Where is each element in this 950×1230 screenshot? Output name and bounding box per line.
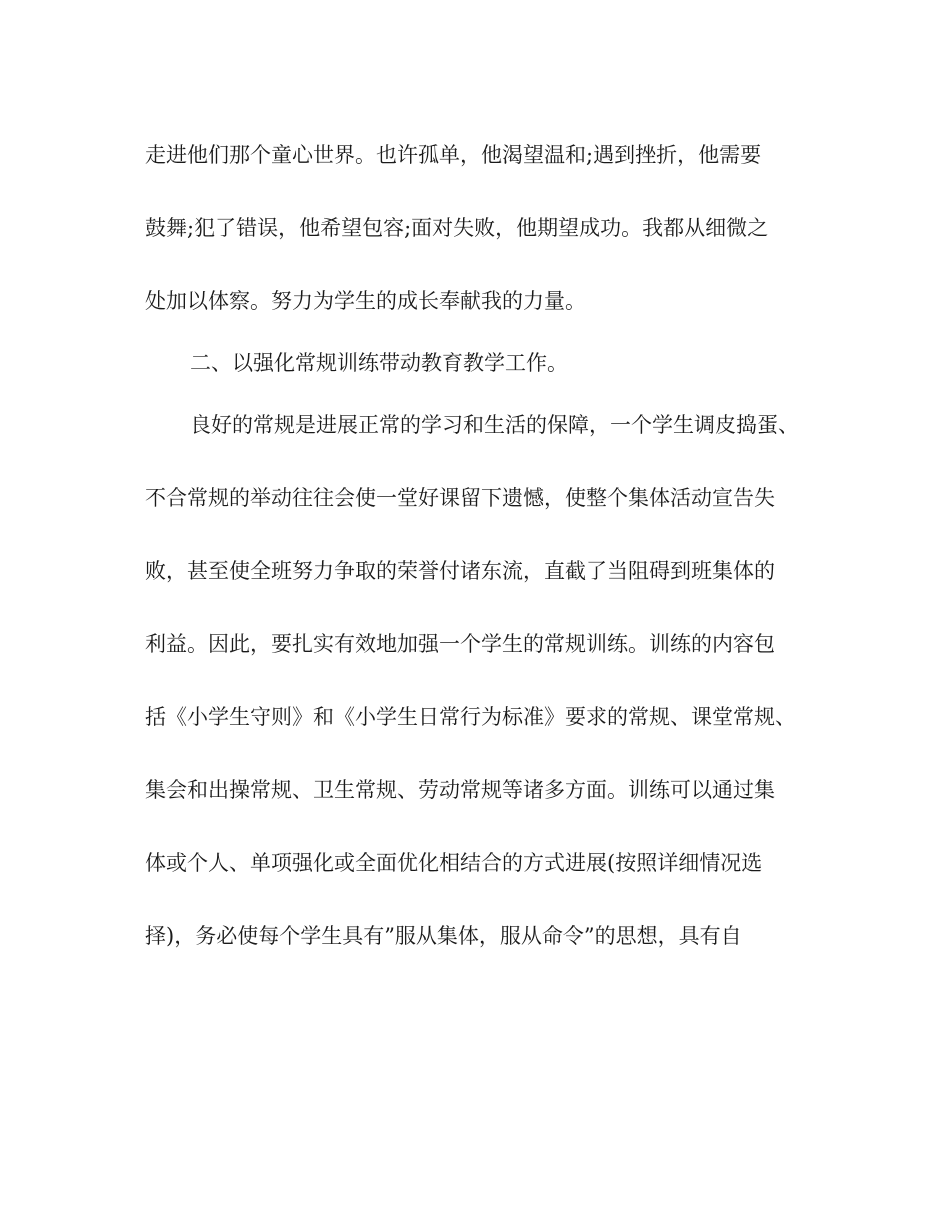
paragraph-line: 鼓舞;犯了错误，他希望包容;面对失败，他期望成功。我都从细微之 xyxy=(145,216,769,240)
paragraph-line: 择)，务必使每个学生具有”服从集体，服从命令”的思想，具有自 xyxy=(145,924,742,948)
paragraph-line: 处加以体察。努力为学生的成长奉献我的力量。 xyxy=(145,289,586,313)
section-heading: 二、以强化常规训练带动教育教学工作。 xyxy=(190,351,568,375)
paragraph-line: 不合常规的举动往往会使一堂好课留下遗憾，使整个集体活动宣告失 xyxy=(145,486,775,510)
paragraph-line: 良好的常规是进展正常的学习和生活的保障，一个学生调皮捣蛋、 xyxy=(190,413,799,437)
paragraph-line: 走进他们那个童心世界。也许孤单，他渴望温和;遇到挫折，他需要 xyxy=(145,143,762,167)
paragraph-line: 体或个人、单项强化或全面优化相结合的方式进展(按照详细情况选 xyxy=(145,851,763,875)
paragraph-line: 集会和出操常规、卫生常规、劳动常规等诸多方面。训练可以通过集 xyxy=(145,778,775,802)
paragraph-line: 败，甚至使全班努力争取的荣誉付诸东流，直截了当阻碍到班集体的 xyxy=(145,559,775,583)
paragraph-line: 利益。因此，要扎实有效地加强一个学生的常规训练。训练的内容包 xyxy=(145,632,775,656)
paragraph-line: 括《小学生守则》和《小学生日常行为标准》要求的常规、课堂常规、 xyxy=(145,705,796,729)
